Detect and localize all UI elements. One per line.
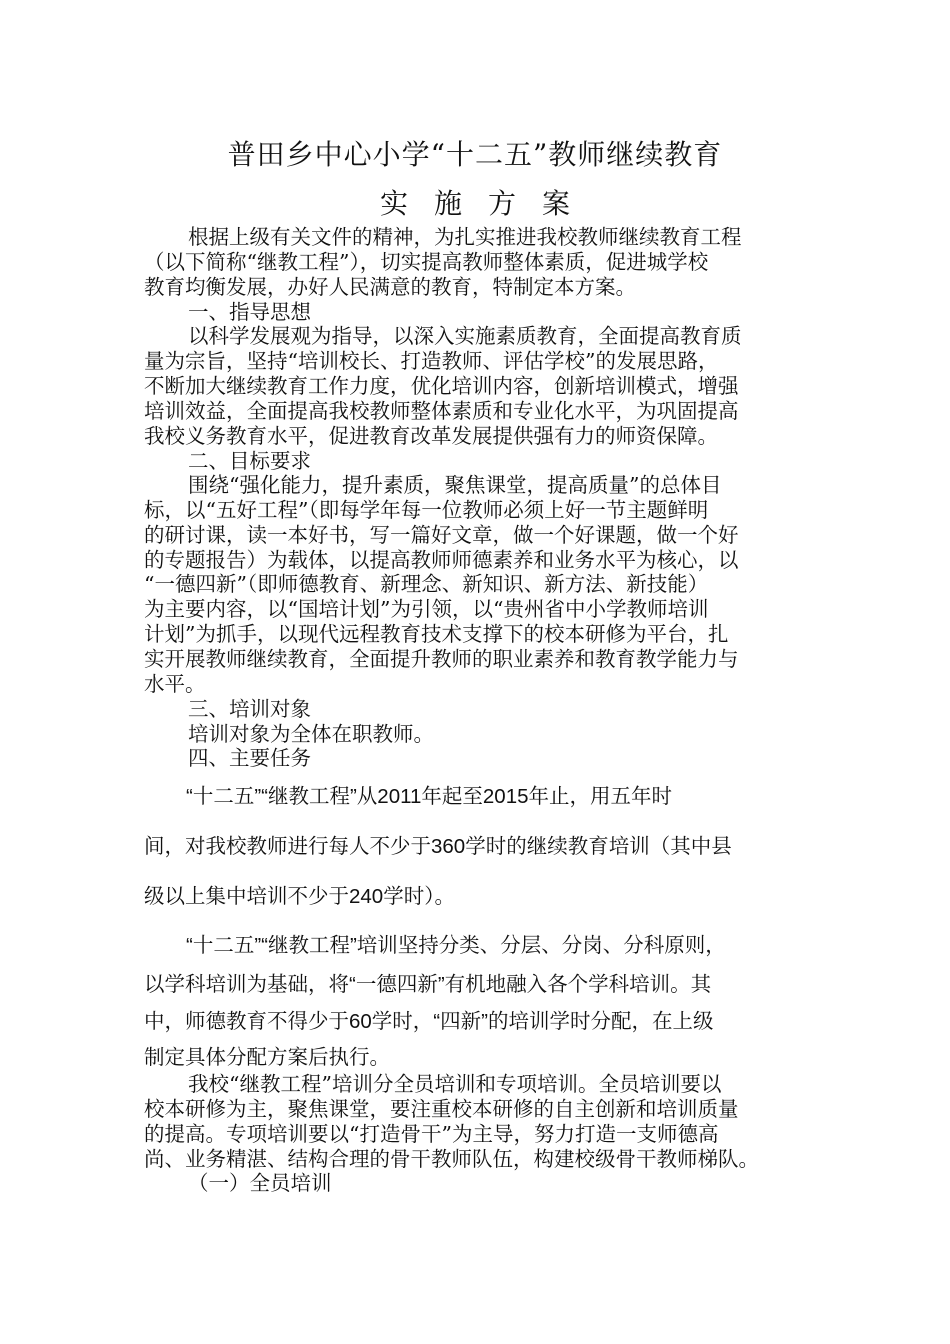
paragraph-line: 培训效益，全面提高我校教师整体素质和专业化水平，为巩固提高 (144, 399, 739, 423)
paragraph-line: 的提高。专项培训要以“打造骨干”为主导，努力打造一支师德高 (144, 1122, 719, 1146)
paragraph-line: “十二五”“继教工程”从2011年起至2015年止，用五年时 (186, 785, 672, 808)
section-heading: 三、培训对象 (188, 697, 311, 721)
document-title: 普田乡中心小学“十二五”教师继续教育 (227, 138, 723, 171)
section-heading: 四、主要任务 (188, 746, 311, 770)
document-subtitle: 实施方案 (379, 187, 596, 220)
paragraph-line: “十二五”“继教工程”培训坚持分类、分层、分岗、分科原则， (186, 934, 726, 957)
paragraph-line: 计划”为抓手，以现代远程教育技术支撑下的校本研修为平台，扎 (144, 622, 729, 646)
paragraph-line: 不断加大继续教育工作力度，优化培训内容，创新培训模式，增强 (144, 374, 739, 398)
paragraph-line: 我校义务教育水平，促进教育改革发展提供强有力的师资保障。 (144, 424, 718, 448)
paragraph-line: 标，以“五好工程”（即每学年每一位教师必须上好一节主题鲜明 (144, 498, 709, 522)
paragraph-line: 尚、业务精湛、结构合理的骨干教师队伍，构建校级骨干教师梯队。 (144, 1147, 759, 1171)
paragraph-line: 以科学发展观为指导，以深入实施素质教育，全面提高教育质 (188, 324, 742, 348)
paragraph-line: 的专题报告）为载体，以提高教师师德素养和业务水平为核心，以 (144, 548, 739, 572)
paragraph-line: （以下简称“继教工程”），切实提高教师整体素质，促进城学校 (144, 250, 709, 274)
paragraph-line: 根据上级有关文件的精神，为扎实推进我校教师继续教育工程 (188, 225, 742, 249)
paragraph-line: 制定具体分配方案后执行。 (144, 1046, 390, 1069)
paragraph-line: 中，师德教育不得少于60学时，“四新”的培训学时分配，在上级 (144, 1010, 714, 1033)
section-heading: 二、目标要求 (188, 449, 311, 473)
paragraph-line: 间，对我校教师进行每人不少于360学时的继续教育培训（其中县 (144, 835, 732, 858)
section-heading: 一、指导思想 (188, 300, 311, 324)
paragraph-line: 围绕“强化能力，提升素质，聚焦课堂，提高质量”的总体目 (188, 473, 722, 497)
paragraph-line: 为主要内容，以“国培计划”为引领，以“贵州省中小学教师培训 (144, 597, 709, 621)
paragraph-line: 实开展教师继续教育，全面提升教师的职业素养和教育教学能力与 (144, 647, 739, 671)
paragraph-line: 量为宗旨，坚持“培训校长、打造教师、评估学校”的发展思路， (144, 349, 719, 373)
paragraph-line: 以学科培训为基础，将“一德四新”有机地融入各个学科培训。其 (144, 973, 712, 996)
paragraph-line: 我校“继教工程”培训分全员培训和专项培训。全员培训要以 (188, 1072, 722, 1096)
paragraph-line: 培训对象为全体在职教师。 (188, 722, 434, 746)
section-heading: （一）全员培训 (188, 1171, 332, 1195)
paragraph-line: 水平。 (144, 672, 206, 696)
paragraph-line: 校本研修为主，聚焦课堂，要注重校本研修的自主创新和培训质量 (144, 1097, 739, 1121)
paragraph-line: 级以上集中培训不少于240学时）。 (144, 885, 455, 908)
paragraph-line: 教育均衡发展，办好人民满意的教育，特制定本方案。 (144, 275, 636, 299)
paragraph-line: 的研讨课，读一本好书，写一篇好文章，做一个好课题，做一个好 (144, 523, 739, 547)
paragraph-line: “一德四新”（即师德教育、新理念、新知识、新方法、新技能） (144, 572, 709, 596)
